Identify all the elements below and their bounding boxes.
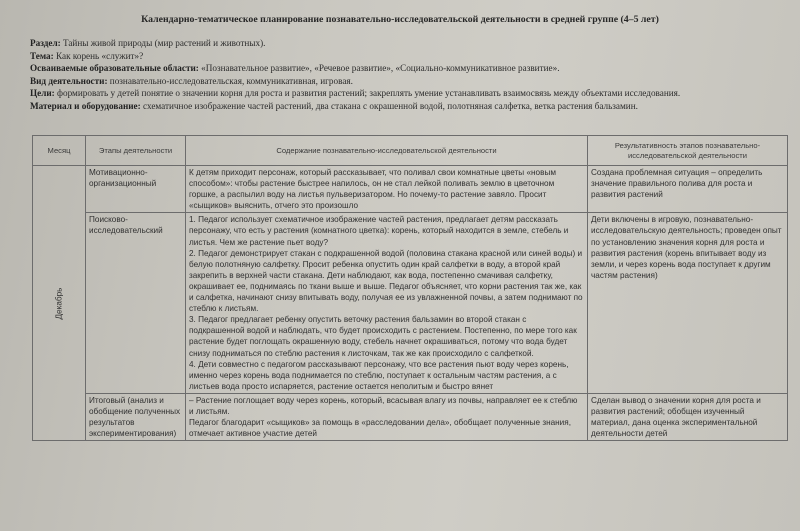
meta-section	[30, 37, 786, 50]
document-title: Календарно-тематическое планирование познавательно-исследовательской деятельности в средней группе (4–5 лет)	[141, 14, 659, 25]
meta-label: Материал и оборудование:	[30, 100, 141, 111]
meta-value: познавательно-исследовательская, коммуникативная, игровая.	[109, 75, 353, 86]
content-cell	[186, 166, 588, 213]
header-content: Содержание познавательно-исследовательской деятельности	[186, 136, 588, 166]
meta-topic	[30, 50, 786, 63]
result-cell: Сделан вывод о значении корня для роста и развития растений; обобщен изученный материал, дана оценка экспериментальной деятельности детей	[588, 393, 788, 440]
content-paragraph: 4. Дети совместно с педагогом рассказывают персонажу, что все растения пьют воду через корень, именно через корень вода поднимается по стеблю, поступает к остальным частям растения, а с листьев вода просто испаряется, растение остается неполитым и быстро вянет	[189, 359, 569, 391]
header-month: Месяц	[33, 136, 86, 166]
header-stages: Этапы деятельности	[86, 136, 186, 166]
meta-label: Тема:	[30, 50, 54, 61]
meta-label: Осваиваемые образовательные области:	[30, 63, 199, 74]
content-paragraph: 2. Педагог демонстрирует стакан с подкрашенной водой (половина стакана красной или синей воды) и белую полотняную салфетку. Просит ребенка опустить один край салфетки в воду, а второй край закрепить в верхней части стакана. Дети наблюдают, как вода, постепенно смачивая салфетку, окрашивает ее, поднимаясь по ткани выше и выше. Педагог объясняет, что корни растения так же, как и салфетка, начинают снизу впитывать воду, получая ее из увлажненной почвы, а затем поднимают по стеблю к листьям.	[189, 248, 583, 314]
meta-value: Как корень «служит»?	[56, 50, 144, 61]
lesson-meta	[30, 37, 786, 113]
meta-goals	[30, 87, 786, 100]
content-paragraph: 1. Педагог использует схематичное изображение частей растения, предлагает детям рассказать персонажу, что есть у растения (комнатного цветка): корень, который находится в земле, стебель и листья. Чем же растение пьет воду?	[189, 215, 569, 247]
stage-cell: Итоговый (анализ и обобщение полученных результатов экспериментирования)	[86, 393, 186, 440]
content-cell	[186, 213, 588, 394]
content-paragraph: Педагог благодарит «сыщиков» за помощь в «расследовании дела», обобщает полученные знания, отмечает активное участие детей	[189, 418, 571, 439]
stage-cell: Мотивационно-организационный	[86, 166, 186, 213]
month-label: Декабрь	[54, 287, 64, 320]
month-cell	[33, 166, 86, 441]
header-results: Результативность этапов познавательно-исследовательской деятельности	[588, 136, 788, 166]
table-row	[33, 393, 788, 440]
meta-materials	[30, 100, 786, 113]
table-row	[33, 213, 788, 394]
meta-label: Вид деятельности:	[30, 75, 108, 86]
meta-activity	[30, 75, 786, 88]
meta-value: формировать у детей понятие о значении корня для роста и развития растений; закреплять умение устанавливать взаимосвязь между объектами исследования.	[57, 88, 681, 99]
content-paragraph: 3. Педагог предлагает ребенку опустить веточку растения бальзамин во второй стакан с подкрашенной водой и наблюдать, что будет происходить с растением. Постепенно, по мере того как растение будет поглощать окрашенную воду, стебель начнет окрашиваться, потому что вода будет снизу подниматься по стеблю растения к листочкам, так же как происходило с салфеткой.	[189, 315, 577, 358]
content-cell	[186, 393, 588, 440]
meta-label: Раздел:	[30, 38, 61, 48]
stage-cell: Поисково-исследовательский	[86, 213, 186, 394]
meta-value: схематичное изображение частей растений, два стакана с окрашенной водой, полотняная салфетка, ветка растения бальзамин.	[143, 100, 638, 111]
result-cell: Создана проблемная ситуация – определить значение правильного полива для роста и развития растений	[588, 166, 788, 213]
meta-label: Цели:	[30, 88, 55, 99]
content-paragraph: – Растение поглощает воду через корень, который, всасывая влагу из почвы, направляет ее к стеблю и листьям.	[189, 395, 578, 416]
content-paragraph: К детям приходит персонаж, который рассказывает, что поливал свои комнатные цветы «новым способом»: чтобы растение быстрее напилось, он не стал лейкой поливать землю в цветочном горшке, а распылил воду на листья пульверизатором. Но почему-то растение завяло. Просит «сыщиков» выяснить, отчего это произошло	[189, 168, 556, 211]
planning-table	[32, 135, 788, 441]
table-header-row	[33, 136, 788, 166]
meta-value: Тайны живой природы (мир растений и животных).	[62, 38, 266, 48]
table-row	[33, 166, 788, 213]
meta-value: «Познавательное развитие», «Речевое развитие», «Социально-коммуникативное развитие».	[201, 63, 560, 74]
result-cell: Дети включены в игровую, познавательно-исследовательскую деятельность; проведен опыт по установлению значения корня для роста и развития растения (корень впитывает воду из земли, и через корень вода поступает к другим частям растения)	[588, 213, 788, 394]
meta-areas	[30, 62, 786, 75]
